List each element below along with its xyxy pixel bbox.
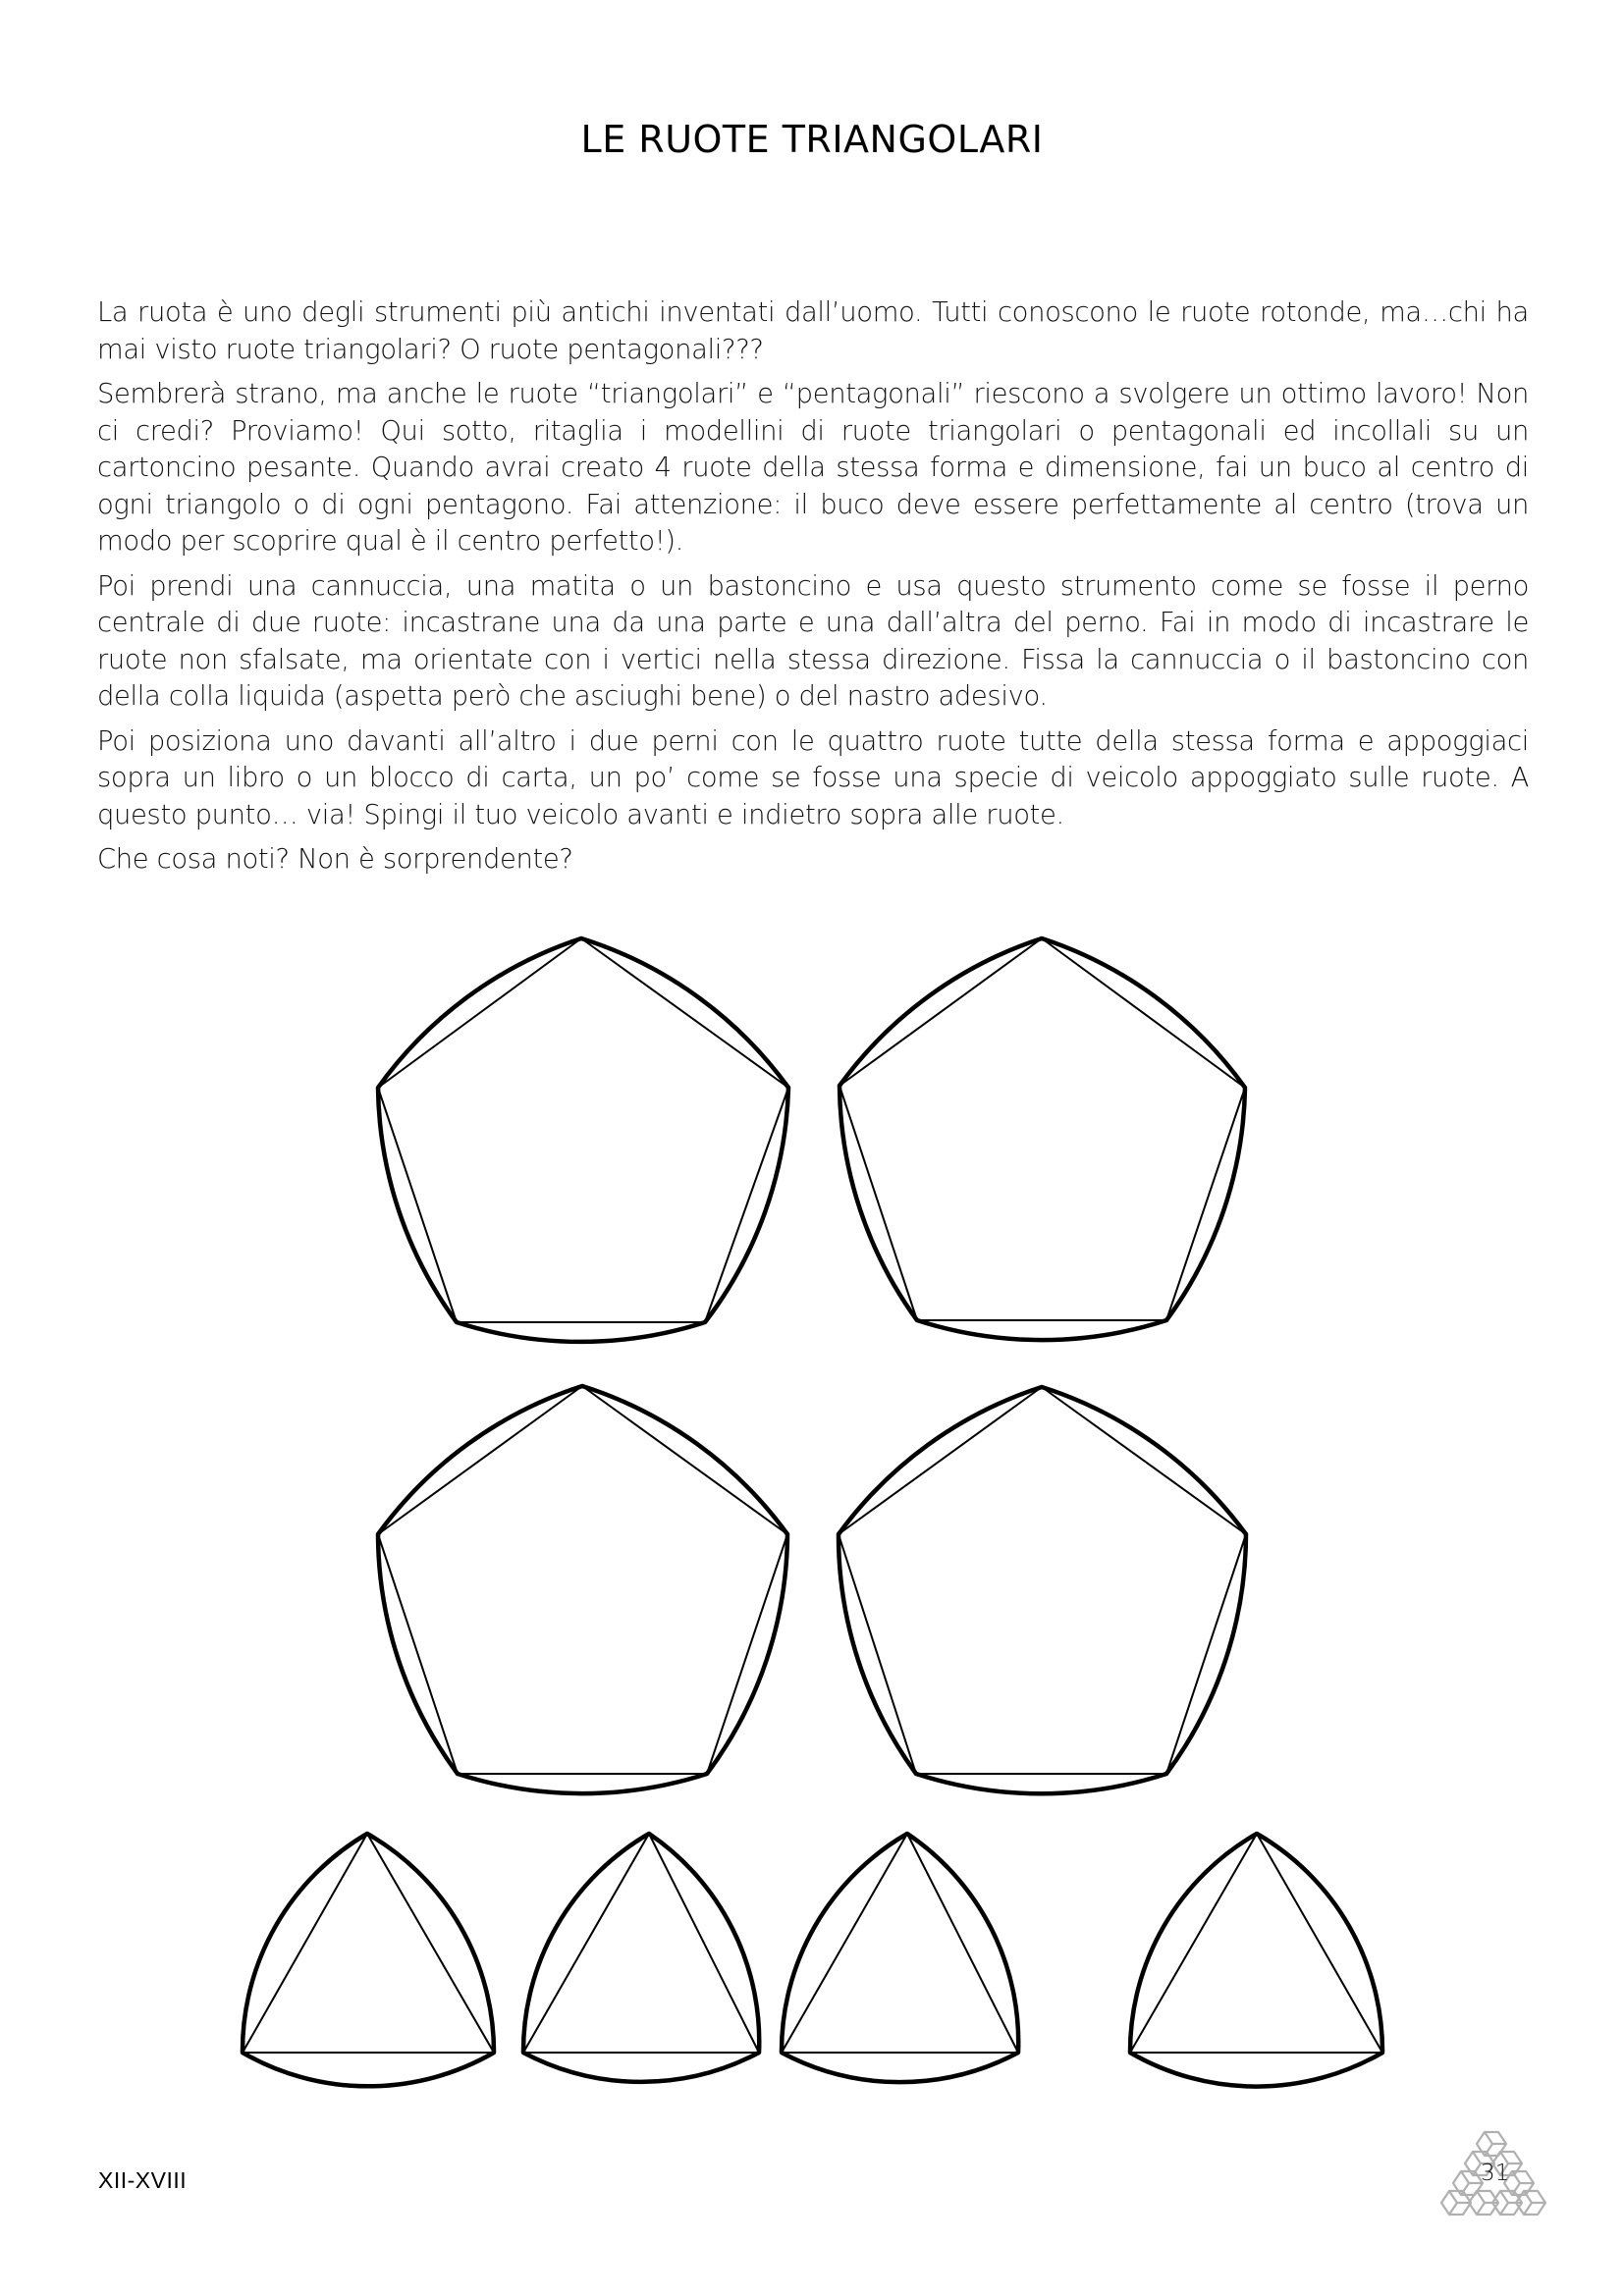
reuleaux-pentagon-1 [378, 938, 788, 1342]
paragraph-cut-out: Sembrerà strano, ma anche le ruote “triangolari” e “pentagonali” riescono a svolgere un ottimo lavoro! Non ci credi? Proviamo! Qui sotto, ritaglia i modellini di ruote triangolari o pentagonali ed incollali su un cartoncino pesante. Quando avrai creato 4 ruote della stessa forma e dimensione, fai un buco al centro di ogni triangolo o di ogni pentagono. Fai attenzione: il buco deve essere perfettamente al centro (trova un modo per scoprire qual è il centro perfetto!). [97, 379, 1529, 557]
instructions-text [97, 294, 1529, 886]
paragraph-axle: Poi prendi una cannuccia, una matita o un bastoncino e usa questo strumento come se fosse il perno centrale di due ruote: incastrane una da una parte e una dall’altra del perno. Fai in modo di incastrare le ruote non sfalsate, ma orientate con i vertici nella stessa direzione. Fissa la cannuccia o il bastoncino con della colla liquida (aspetta però che asciughi bene) o del nastro adesivo. [97, 570, 1529, 712]
reuleaux-pentagon-2 [839, 938, 1245, 1340]
paragraph-question: Che cosa noti? Non è sorprendente? [97, 844, 573, 875]
footer-code: XII-XVIII [98, 2167, 188, 2193]
reuleaux-pentagon-3 [378, 1386, 787, 1793]
reuleaux-triangle-4 [1130, 1834, 1382, 2087]
reuleaux-pentagon-4 [839, 1387, 1246, 1793]
paragraph-intro: La ruota è uno degli strumenti più antichi inventati dall’uomo. Tutti conoscono le ruote rotonde, ma…chi ha mai visto ruote triangolari? O ruote pentagonali??? [97, 297, 1529, 365]
page-title: LE RUOTE TRIANGOLARI [580, 118, 1044, 162]
reuleaux-triangle-3 [782, 1834, 1018, 2082]
reuleaux-triangle-1 [243, 1834, 494, 2086]
page-number: 31 [1481, 2161, 1510, 2186]
reuleaux-triangle-2 [523, 1834, 759, 2082]
paragraph-vehicle: Poi posiziona uno davanti all’altro i due perni con le quattro ruote tutte della stessa forma e appoggiaci sopra un libro o un blocco di carta, un po’ come se fosse una specie di veicolo appoggiato sulle ruote. A questo punto… via! Spingi il tuo veicolo avanti e indietro sopra alle ruote. [97, 725, 1529, 830]
